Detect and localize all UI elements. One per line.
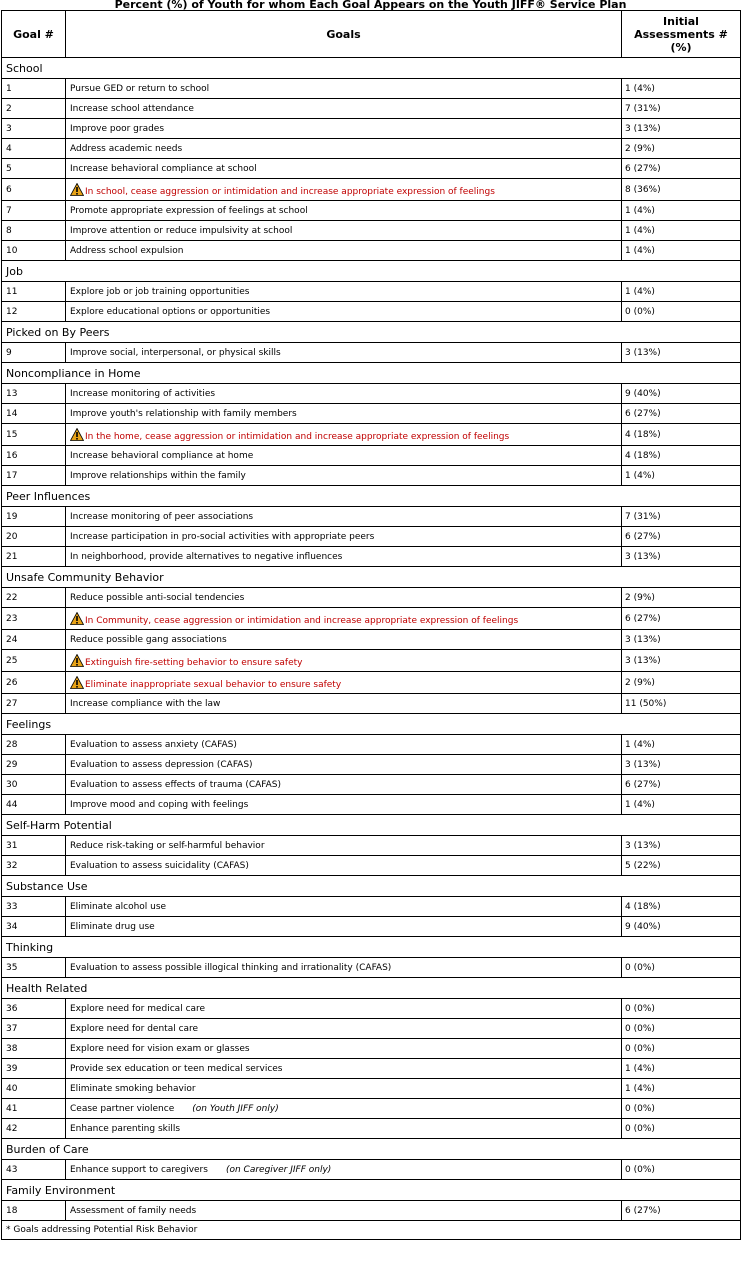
goal-number: 2 — [2, 99, 66, 119]
section-row — [2, 322, 741, 343]
initial-value: 9 (40%) — [622, 917, 741, 937]
goal-cell — [66, 1059, 622, 1079]
goal-cell — [66, 466, 622, 486]
goal-cell — [66, 775, 622, 795]
initial-value: 0 (0%) — [622, 1119, 741, 1139]
goal-cell — [66, 241, 622, 261]
initial-value: 0 (0%) — [622, 1019, 741, 1039]
section-title: Health Related — [2, 978, 741, 999]
section-row — [2, 1139, 741, 1160]
section-row — [2, 937, 741, 958]
table-row — [2, 466, 741, 486]
goal-text: Address academic needs — [70, 143, 183, 154]
goal-cell — [66, 917, 622, 937]
goal-text: Increase school attendance — [70, 103, 194, 114]
goal-text: Explore educational options or opportunities — [70, 306, 271, 317]
goal-cell — [66, 139, 622, 159]
goal-cell — [66, 755, 622, 775]
initial-value: 7 (31%) — [622, 99, 741, 119]
goal-number: 42 — [2, 1119, 66, 1139]
goal-cell — [66, 630, 622, 650]
goal-number: 19 — [2, 507, 66, 527]
goal-text: Eliminate inappropriate sexual behavior to ensure safety — [85, 679, 342, 690]
goal-text: Increase behavioral compliance at school — [70, 163, 257, 174]
table-row — [2, 672, 741, 694]
initial-value: 4 (18%) — [622, 446, 741, 466]
initial-value: 1 (4%) — [622, 79, 741, 99]
initial-value: 1 (4%) — [622, 1059, 741, 1079]
goal-note: (on Youth JIFF only) — [192, 1103, 279, 1114]
goal-text: Address school expulsion — [70, 245, 184, 256]
initial-value: 6 (27%) — [622, 527, 741, 547]
initial-value: 2 (9%) — [622, 139, 741, 159]
goal-text: Increase monitoring of peer associations — [70, 511, 254, 522]
table-row — [2, 755, 741, 775]
section-title: Peer Influences — [2, 486, 741, 507]
section-title: Picked on By Peers — [2, 322, 741, 343]
goal-number: 32 — [2, 856, 66, 876]
initial-value: 1 (4%) — [622, 282, 741, 302]
initial-value: 5 (22%) — [622, 856, 741, 876]
section-title: School — [2, 58, 741, 79]
table-row — [2, 99, 741, 119]
initial-value: 1 (4%) — [622, 1079, 741, 1099]
goal-number: 9 — [2, 343, 66, 363]
goal-number: 16 — [2, 446, 66, 466]
table-row — [2, 302, 741, 322]
goal-text: Eliminate alcohol use — [70, 901, 167, 912]
table-row — [2, 897, 741, 917]
goal-text: In neighborhood, provide alternatives to negative influences — [70, 551, 343, 562]
goal-text: In school, cease aggression or intimidation and increase appropriate expression of feelings — [85, 186, 495, 197]
goal-cell — [66, 672, 622, 694]
goal-cell — [66, 201, 622, 221]
table-row — [2, 343, 741, 363]
goal-cell — [66, 795, 622, 815]
goal-text: Eliminate drug use — [70, 921, 155, 932]
section-title: Noncompliance in Home — [2, 363, 741, 384]
table-row — [2, 282, 741, 302]
goal-cell — [66, 446, 622, 466]
goal-cell — [66, 1201, 622, 1221]
table-row — [2, 119, 741, 139]
initial-value: 0 (0%) — [622, 302, 741, 322]
table-row — [2, 201, 741, 221]
initial-value: 1 (4%) — [622, 201, 741, 221]
goal-cell — [66, 179, 622, 201]
section-row — [2, 876, 741, 897]
goal-number: 43 — [2, 1160, 66, 1180]
section-row — [2, 714, 741, 735]
goal-number: 33 — [2, 897, 66, 917]
initial-value: 4 (18%) — [622, 897, 741, 917]
table-row — [2, 1079, 741, 1099]
initial-value: 6 (27%) — [622, 775, 741, 795]
section-title: Unsafe Community Behavior — [2, 567, 741, 588]
goal-number: 28 — [2, 735, 66, 755]
goal-number: 17 — [2, 466, 66, 486]
goal-number: 36 — [2, 999, 66, 1019]
table-row — [2, 775, 741, 795]
goal-cell — [66, 159, 622, 179]
goal-text: Promote appropriate expression of feelings at school — [70, 205, 308, 216]
table-row — [2, 694, 741, 714]
goal-cell — [66, 282, 622, 302]
table-row — [2, 608, 741, 630]
goal-number: 12 — [2, 302, 66, 322]
table-row — [2, 1039, 741, 1059]
goal-number: 15 — [2, 424, 66, 446]
goal-text: Increase compliance with the law — [70, 698, 221, 709]
initial-value: 6 (27%) — [622, 159, 741, 179]
section-title: Self-Harm Potential — [2, 815, 741, 836]
table-row — [2, 404, 741, 424]
table-row — [2, 384, 741, 404]
section-row — [2, 486, 741, 507]
section-title: Substance Use — [2, 876, 741, 897]
goal-number: 31 — [2, 836, 66, 856]
goal-number: 27 — [2, 694, 66, 714]
initial-value: 8 (36%) — [622, 179, 741, 201]
initial-value: 3 (13%) — [622, 650, 741, 672]
initial-value: 3 (13%) — [622, 119, 741, 139]
section-row — [2, 567, 741, 588]
goal-text: Enhance support to caregivers — [70, 1164, 208, 1175]
initial-value: 0 (0%) — [622, 1160, 741, 1180]
table-row — [2, 507, 741, 527]
table-row — [2, 795, 741, 815]
goal-text: Evaluation to assess anxiety (CAFAS) — [70, 739, 237, 750]
table-row — [2, 650, 741, 672]
goal-number: 38 — [2, 1039, 66, 1059]
initial-value: 0 (0%) — [622, 1039, 741, 1059]
goal-note: (on Caregiver JIFF only) — [225, 1164, 332, 1175]
initial-value: 1 (4%) — [622, 241, 741, 261]
goal-text: Extinguish fire-setting behavior to ensure safety — [85, 657, 303, 668]
goal-number: 22 — [2, 588, 66, 608]
table-row — [2, 735, 741, 755]
goal-text: Reduce possible anti-social tendencies — [70, 592, 245, 603]
goal-number: 35 — [2, 958, 66, 978]
goal-text: Improve poor grades — [70, 123, 165, 134]
table-row — [2, 999, 741, 1019]
goal-number: 39 — [2, 1059, 66, 1079]
table-row — [2, 547, 741, 567]
table-row — [2, 1160, 741, 1180]
initial-value: 3 (13%) — [622, 547, 741, 567]
goal-text: Improve social, interpersonal, or physical skills — [70, 347, 281, 358]
goal-number: 37 — [2, 1019, 66, 1039]
table-row — [2, 139, 741, 159]
initial-value: 9 (40%) — [622, 384, 741, 404]
goal-cell — [66, 343, 622, 363]
goal-text: In the home, cease aggression or intimidation and increase appropriate expression of feelings — [85, 431, 510, 442]
goal-number: 44 — [2, 795, 66, 815]
warning-triangle-icon — [70, 428, 84, 441]
goal-cell — [66, 1039, 622, 1059]
table-row — [2, 1119, 741, 1139]
warning-triangle-icon — [70, 183, 84, 196]
goal-number: 14 — [2, 404, 66, 424]
initial-value: 7 (31%) — [622, 507, 741, 527]
initial-value: 6 (27%) — [622, 608, 741, 630]
goal-cell — [66, 1019, 622, 1039]
goal-cell — [66, 221, 622, 241]
goal-cell — [66, 1119, 622, 1139]
goal-number: 11 — [2, 282, 66, 302]
goal-cell — [66, 507, 622, 527]
warning-triangle-icon — [70, 676, 84, 689]
initial-value: 1 (4%) — [622, 221, 741, 241]
initial-value: 6 (27%) — [622, 1201, 741, 1221]
goal-number: 40 — [2, 1079, 66, 1099]
section-row — [2, 978, 741, 999]
goal-number: 10 — [2, 241, 66, 261]
goal-number: 4 — [2, 139, 66, 159]
goal-cell — [66, 99, 622, 119]
initial-value: 3 (13%) — [622, 630, 741, 650]
goal-text: Pursue GED or return to school — [70, 83, 210, 94]
initial-value: 4 (18%) — [622, 424, 741, 446]
section-row — [2, 261, 741, 282]
table-row — [2, 179, 741, 201]
goal-cell — [66, 608, 622, 630]
table-row — [2, 1059, 741, 1079]
goal-number: 3 — [2, 119, 66, 139]
goals-table — [1, 10, 741, 1240]
initial-value: 3 (13%) — [622, 755, 741, 775]
table-row — [2, 159, 741, 179]
goal-cell — [66, 302, 622, 322]
goal-cell — [66, 650, 622, 672]
goal-cell — [66, 119, 622, 139]
goal-text: Improve mood and coping with feelings — [70, 799, 249, 810]
goal-number: 7 — [2, 201, 66, 221]
goal-cell — [66, 1099, 622, 1119]
table-row — [2, 856, 741, 876]
goal-text: Eliminate smoking behavior — [70, 1083, 196, 1094]
goal-cell — [66, 588, 622, 608]
initial-value: 1 (4%) — [622, 795, 741, 815]
goal-text: Explore need for vision exam or glasses — [70, 1043, 250, 1054]
initial-assessments-header: Initial Assessments # (%) — [622, 11, 741, 58]
goal-number: 29 — [2, 755, 66, 775]
initial-value: 2 (9%) — [622, 672, 741, 694]
goal-cell — [66, 836, 622, 856]
initial-value: 1 (4%) — [622, 466, 741, 486]
goal-text: Evaluation to assess effects of trauma (CAFAS) — [70, 779, 282, 790]
goal-text: Increase behavioral compliance at home — [70, 450, 254, 461]
goal-text: Improve youth's relationship with family members — [70, 408, 297, 419]
table-row — [2, 527, 741, 547]
footnote-row — [2, 1221, 741, 1240]
goal-cell — [66, 1079, 622, 1099]
table-row — [2, 958, 741, 978]
initial-value: 1 (4%) — [622, 735, 741, 755]
initial-value: 6 (27%) — [622, 404, 741, 424]
goal-number: 21 — [2, 547, 66, 567]
goal-number: 30 — [2, 775, 66, 795]
table-row — [2, 241, 741, 261]
goal-number: 8 — [2, 221, 66, 241]
goal-number: 1 — [2, 79, 66, 99]
goal-cell — [66, 999, 622, 1019]
goal-text: Improve relationships within the family — [70, 470, 246, 481]
goal-number: 34 — [2, 917, 66, 937]
goal-cell — [66, 897, 622, 917]
initial-value: 0 (0%) — [622, 1099, 741, 1119]
table-row — [2, 588, 741, 608]
goal-text: Assessment of family needs — [70, 1205, 197, 1216]
initial-value: 0 (0%) — [622, 958, 741, 978]
initial-value: 0 (0%) — [622, 999, 741, 1019]
warning-triangle-icon — [70, 654, 84, 667]
initial-value: 3 (13%) — [622, 343, 741, 363]
goal-text: Increase participation in pro-social activities with appropriate peers — [70, 531, 375, 542]
goal-text: Explore need for medical care — [70, 1003, 206, 1014]
goal-text: Explore need for dental care — [70, 1023, 199, 1034]
goal-number: 6 — [2, 179, 66, 201]
goal-text: In Community, cease aggression or intimidation and increase appropriate expression of feelings — [85, 615, 519, 626]
goal-number: 25 — [2, 650, 66, 672]
header-row — [2, 11, 741, 58]
goal-number: 24 — [2, 630, 66, 650]
warning-triangle-icon — [70, 612, 84, 625]
goal-cell — [66, 958, 622, 978]
goal-cell — [66, 424, 622, 446]
section-title: Burden of Care — [2, 1139, 741, 1160]
goal-cell — [66, 79, 622, 99]
goal-text: Evaluation to assess suicidality (CAFAS) — [70, 860, 249, 871]
goal-text: Improve attention or reduce impulsivity at school — [70, 225, 293, 236]
goal-cell — [66, 1160, 622, 1180]
goal-text: Reduce possible gang associations — [70, 634, 227, 645]
section-title: Family Environment — [2, 1180, 741, 1201]
goal-number: 13 — [2, 384, 66, 404]
table-row — [2, 1201, 741, 1221]
goal-text: Cease partner violence — [70, 1103, 175, 1114]
table-row — [2, 424, 741, 446]
table-row — [2, 1019, 741, 1039]
section-title: Thinking — [2, 937, 741, 958]
section-row — [2, 58, 741, 79]
table-row — [2, 221, 741, 241]
goal-number: 23 — [2, 608, 66, 630]
table-row — [2, 917, 741, 937]
goal-number: 5 — [2, 159, 66, 179]
initial-value: 11 (50%) — [622, 694, 741, 714]
goal-text: Enhance parenting skills — [70, 1123, 181, 1134]
table-row — [2, 79, 741, 99]
goal-cell — [66, 694, 622, 714]
section-row — [2, 1180, 741, 1201]
goal-cell — [66, 547, 622, 567]
table-row — [2, 1099, 741, 1119]
goal-number: 20 — [2, 527, 66, 547]
footnote: * Goals addressing Potential Risk Behavior — [2, 1221, 741, 1240]
goal-text: Evaluation to assess depression (CAFAS) — [70, 759, 253, 770]
table-row — [2, 446, 741, 466]
section-title: Job — [2, 261, 741, 282]
goal-number: 18 — [2, 1201, 66, 1221]
goal-text: Provide sex education or teen medical services — [70, 1063, 283, 1074]
table-row — [2, 836, 741, 856]
section-row — [2, 363, 741, 384]
goal-number: 41 — [2, 1099, 66, 1119]
goal-text: Increase monitoring of activities — [70, 388, 216, 399]
goals-header: Goals — [66, 11, 622, 58]
table-title: Percent (%) of Youth for whom Each Goal Appears on the Youth JIFF® Service Plan — [114, 0, 627, 10]
goal-num-header: Goal # — [2, 11, 66, 58]
section-row — [2, 815, 741, 836]
initial-value: 2 (9%) — [622, 588, 741, 608]
goal-text: Evaluation to assess possible illogical thinking and irrationality (CAFAS) — [70, 962, 392, 973]
initial-value: 3 (13%) — [622, 836, 741, 856]
table-row — [2, 630, 741, 650]
goal-cell — [66, 404, 622, 424]
goal-cell — [66, 735, 622, 755]
goal-text: Reduce risk-taking or self-harmful behavior — [70, 840, 265, 851]
goal-number: 26 — [2, 672, 66, 694]
goal-text: Explore job or job training opportunities — [70, 286, 250, 297]
goal-cell — [66, 527, 622, 547]
goal-cell — [66, 856, 622, 876]
goal-cell — [66, 384, 622, 404]
section-title: Feelings — [2, 714, 741, 735]
